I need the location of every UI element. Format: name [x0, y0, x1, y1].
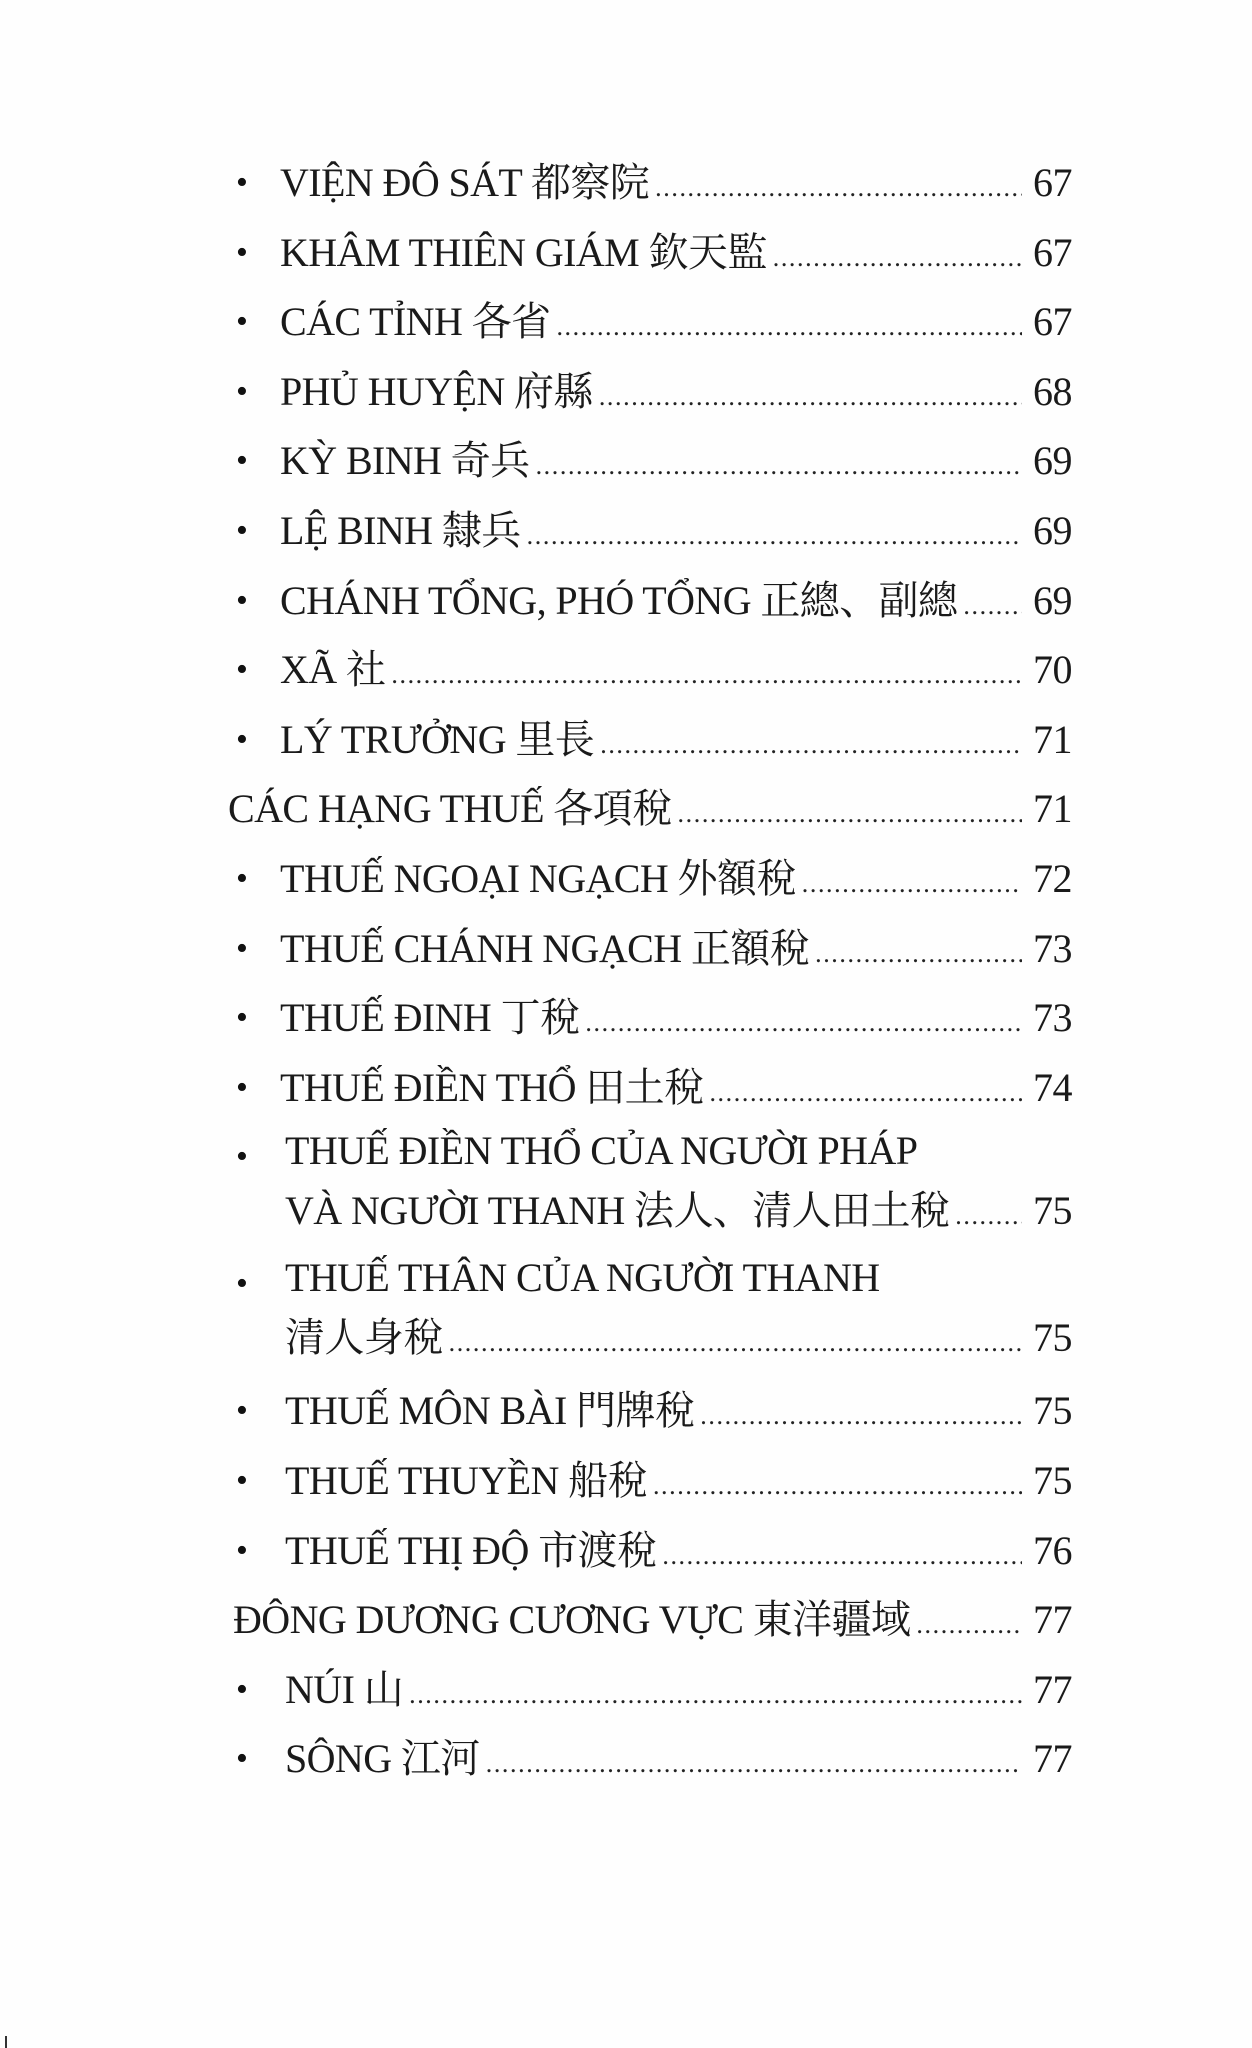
toc-entry [228, 983, 1072, 1053]
toc-entry-two-line [228, 1249, 1072, 1376]
toc-entry-line-2 [285, 1307, 1072, 1376]
bullet-icon: • [236, 581, 248, 619]
toc-section-heading [228, 774, 1072, 844]
toc-entry-page: 75 [1033, 1315, 1072, 1361]
toc-entry-title-line-2: VÀ NGƯỜI THANH 法人、清人田土稅 [285, 1188, 950, 1234]
toc-entry-title: THUẾ CHÁNH NGẠCH 正額稅 [280, 925, 810, 971]
toc-entry-title: XÃ 社 [280, 647, 386, 693]
toc-entry [228, 1053, 1072, 1123]
toc-entry [228, 635, 1072, 705]
toc-entry [228, 1516, 1072, 1586]
toc-entry [228, 1724, 1072, 1794]
dot-leader [409, 1660, 1022, 1730]
toc-entry [228, 496, 1072, 566]
toc-entry-page: 74 [1033, 1064, 1072, 1110]
bullet-icon: • [236, 511, 248, 549]
toc-entry-page: 67 [1033, 160, 1072, 205]
toc-entry-title: CÁC HẠNG THUẾ 各項稅 [228, 786, 672, 832]
bullet-icon: • [236, 929, 248, 967]
bullet-icon: • [236, 1461, 248, 1499]
bullet-icon: • [236, 1392, 248, 1430]
dot-leader [773, 223, 1022, 293]
dot-leader [963, 571, 1022, 641]
toc-entry-page: 77 [1033, 1736, 1072, 1782]
dot-leader [486, 1729, 1022, 1799]
toc-entry-page: 71 [1033, 716, 1072, 762]
toc-entry-two-line [228, 1122, 1072, 1249]
bullet-icon: • [236, 651, 248, 689]
toc-entry-title: CHÁNH TỔNG, PHÓ TỔNG 正總、副總 [280, 577, 958, 623]
toc-entry-page: 76 [1033, 1527, 1072, 1573]
toc-entry-page: 68 [1033, 368, 1072, 414]
toc-entry-title-line-1: THUẾ THÂN CỦA NGƯỜI THANH [285, 1255, 880, 1301]
dot-leader [585, 988, 1022, 1058]
toc-entry-title: THUẾ ĐINH 丁稅 [280, 995, 580, 1041]
bullet-icon: • [236, 164, 248, 201]
dot-leader [653, 1451, 1022, 1521]
toc-entry-title: NÚI 山 [285, 1666, 404, 1712]
dot-leader [599, 362, 1022, 432]
toc-entry-title: THUẾ THUYỀN 船稅 [285, 1457, 647, 1503]
dot-leader [655, 153, 1022, 223]
dot-leader [600, 710, 1022, 780]
dot-leader [709, 1058, 1022, 1128]
dot-leader [556, 292, 1022, 362]
toc-entry-line-1 [285, 1249, 1072, 1307]
bullet-icon: • [236, 303, 248, 341]
toc-entry-line-2 [285, 1180, 1072, 1249]
bullet-icon: • [236, 1531, 248, 1569]
bullet-icon: • [236, 442, 248, 480]
toc-section-heading [228, 1585, 1072, 1655]
bullet-icon: • [236, 372, 248, 410]
dot-leader [916, 1590, 1022, 1660]
bullet-icon: • [236, 1670, 248, 1708]
toc-entry-page: 77 [1033, 1597, 1072, 1643]
table-of-contents [228, 148, 1072, 1794]
toc-entry [228, 287, 1072, 357]
dot-leader [391, 640, 1022, 710]
toc-entry-page: 75 [1033, 1388, 1072, 1434]
toc-entry-title: VIỆN ĐÔ SÁT 都察院 [280, 160, 650, 205]
toc-entry [228, 1655, 1072, 1725]
dot-leader [700, 1381, 1022, 1451]
toc-entry-page: 73 [1033, 925, 1072, 971]
toc-entry [228, 218, 1072, 288]
dot-leader [815, 919, 1022, 989]
toc-entry-page: 69 [1033, 577, 1072, 623]
toc-entry-page: 72 [1033, 855, 1072, 901]
toc-entry [228, 1376, 1072, 1446]
dot-leader [449, 1312, 1022, 1374]
toc-entry-title: LỆ BINH 隸兵 [280, 507, 521, 553]
toc-entry-page: 75 [1033, 1188, 1072, 1234]
dot-leader [527, 501, 1022, 571]
toc-entry-title: KHÂM THIÊN GIÁM 欽天監 [280, 229, 767, 275]
toc-entry-title: LÝ TRƯỞNG 里長 [280, 716, 595, 762]
toc-entry [228, 426, 1072, 496]
toc-entry-title-line-1: THUẾ ĐIỀN THỔ CỦA NGƯỜI PHÁP [285, 1128, 918, 1174]
toc-entry-title: CÁC TỈNH 各省 [280, 299, 551, 345]
toc-entry-title: THUẾ MÔN BÀI 門牌稅 [285, 1388, 695, 1434]
bullet-icon: • [236, 859, 248, 897]
toc-entry-page: 70 [1033, 647, 1072, 693]
toc-entry-line-1 [285, 1122, 1072, 1180]
toc-entry-page: 71 [1033, 786, 1072, 832]
bullet-icon: • [236, 1068, 248, 1106]
toc-entry-page: 67 [1033, 299, 1072, 345]
toc-entry-title: THUẾ NGOẠI NGẠCH 外額稅 [280, 855, 796, 901]
toc-entry-title: THUẾ ĐIỀN THỔ 田土稅 [280, 1064, 704, 1110]
toc-entry [228, 1446, 1072, 1516]
bullet-icon: • [236, 1265, 248, 1303]
toc-entry-title: THUẾ THỊ ĐỘ 市渡稅 [285, 1527, 657, 1573]
dot-leader [802, 849, 1022, 919]
toc-entry [228, 566, 1072, 636]
toc-entry-page: 69 [1033, 438, 1072, 484]
dot-leader [536, 431, 1022, 501]
toc-entry-title-line-2: 清人身稅 [285, 1315, 443, 1361]
dot-leader [955, 1185, 1022, 1247]
dot-leader [678, 779, 1022, 849]
toc-entry-page: 69 [1033, 507, 1072, 553]
toc-entry [228, 705, 1072, 775]
toc-entry-title: PHỦ HUYỆN 府縣 [280, 368, 593, 414]
toc-entry [228, 357, 1072, 427]
toc-entry-page: 67 [1033, 229, 1072, 275]
toc-entry [228, 914, 1072, 984]
bullet-icon: • [236, 233, 248, 271]
bullet-icon: • [236, 999, 248, 1037]
toc-entry-page: 77 [1033, 1666, 1072, 1712]
bullet-icon: • [236, 720, 248, 758]
dot-leader [662, 1521, 1022, 1591]
toc-entry-title: ĐÔNG DƯƠNG CƯƠNG VỰC 東洋疆域 [233, 1597, 911, 1643]
toc-entry-title: KỲ BINH 奇兵 [280, 438, 530, 484]
bullet-icon: • [236, 1138, 248, 1176]
toc-entry [228, 844, 1072, 914]
toc-entry-title: SÔNG 江河 [285, 1736, 480, 1782]
bullet-icon: • [236, 1740, 248, 1778]
scan-edge-mark [5, 2036, 7, 2048]
toc-entry-page: 73 [1033, 995, 1072, 1041]
toc-entry [228, 148, 1072, 218]
toc-entry-page: 75 [1033, 1457, 1072, 1503]
